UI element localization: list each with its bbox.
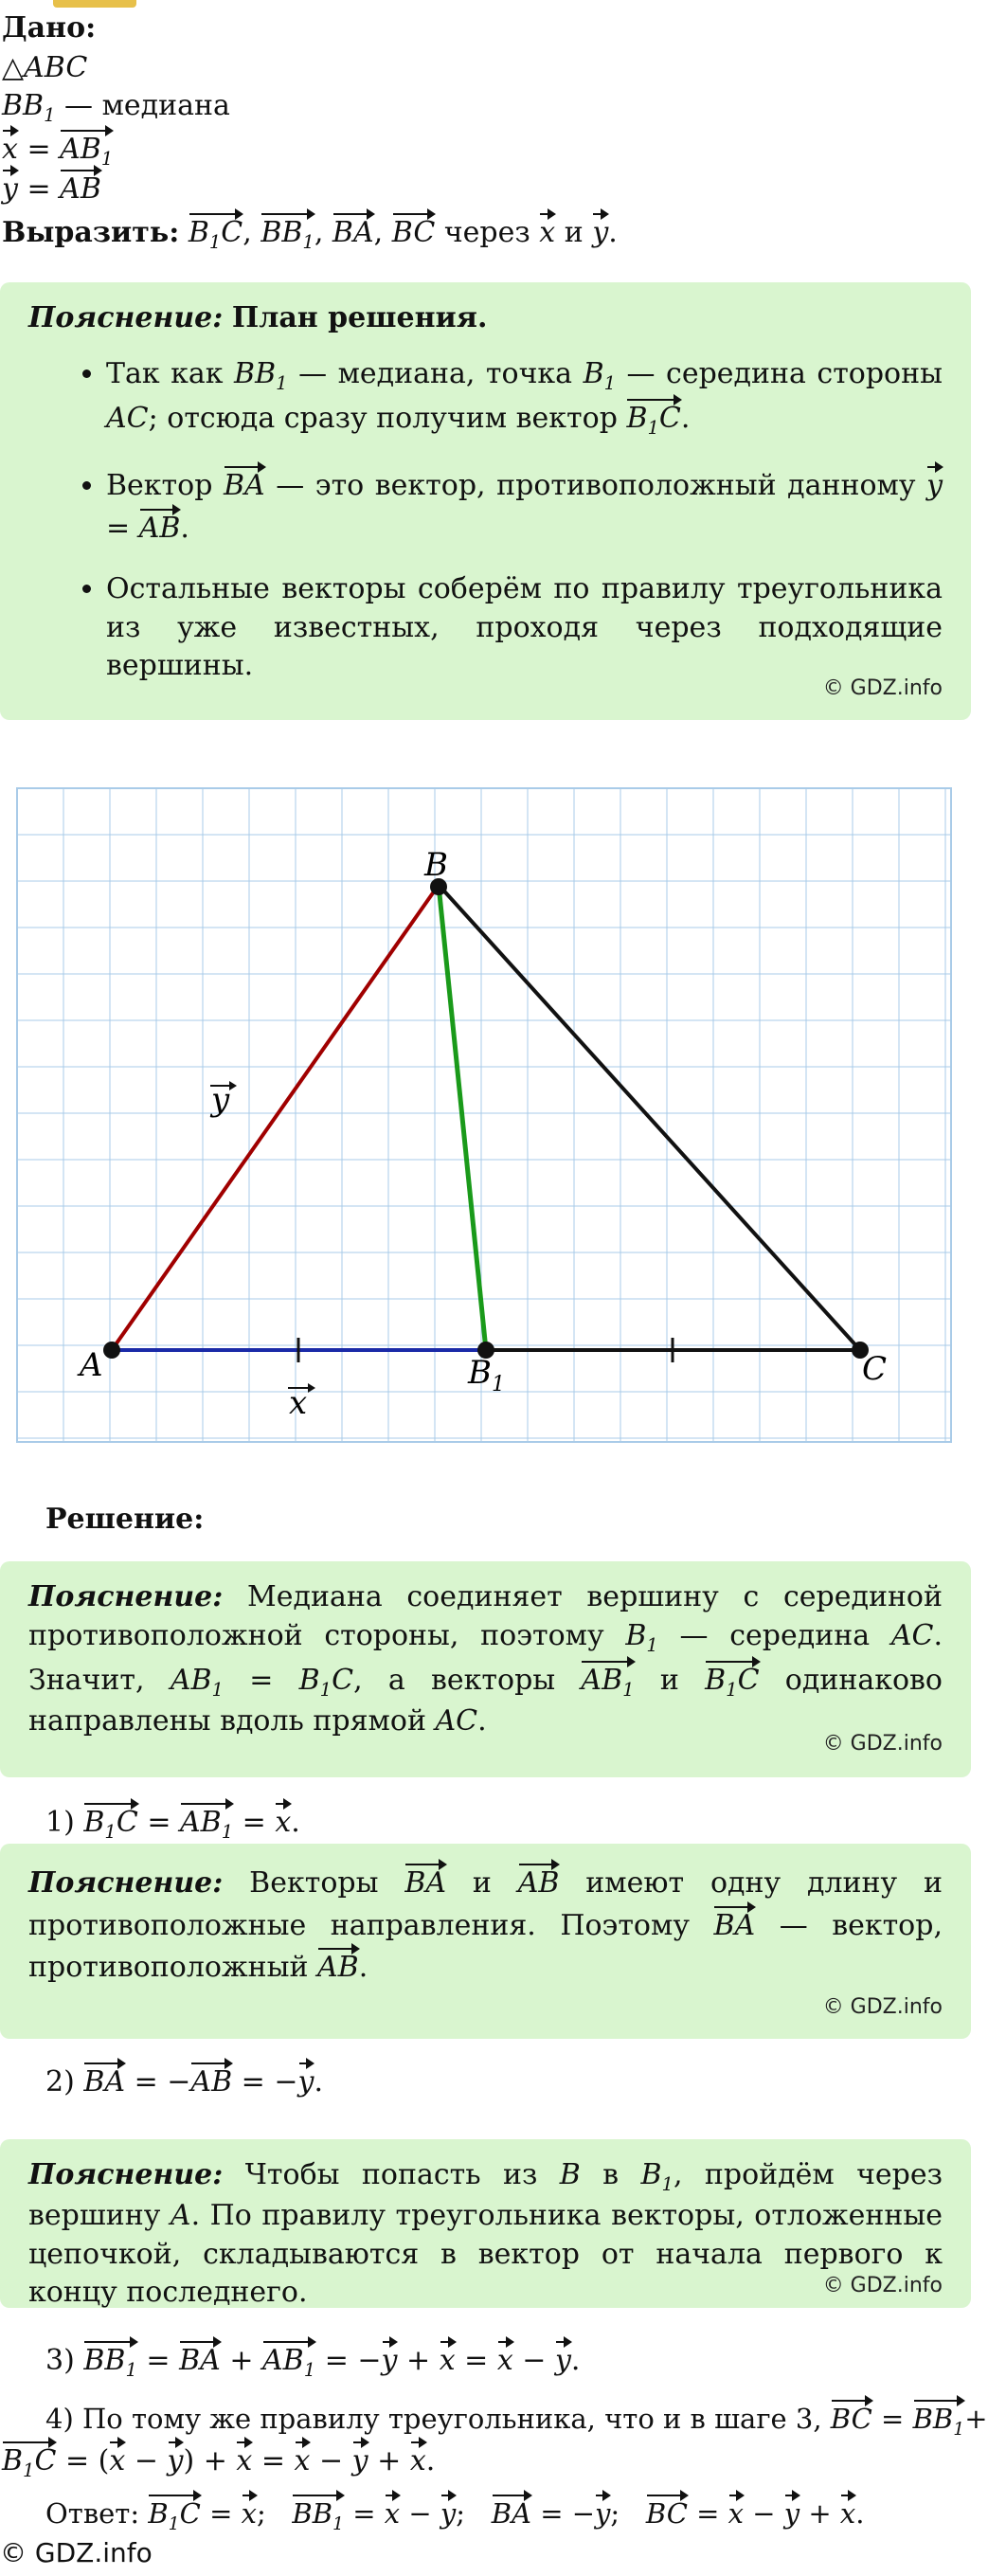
solution-heading: Решение: bbox=[45, 1503, 205, 1536]
footer-copyright: © GDZ.info bbox=[0, 2537, 153, 2568]
answer-line: Ответ: $B_1C = x$; $BB_1 = x - y$; BA = −y; BC = x − y + x. bbox=[45, 2492, 864, 2536]
exp2-copyright: © GDZ.info bbox=[822, 1995, 943, 2020]
point-a bbox=[103, 1342, 120, 1359]
step-2: 2) BA = −AB = −y. bbox=[45, 2060, 323, 2102]
given-x-def: $x = AB_1$ bbox=[2, 127, 113, 171]
express-line: Выразить: $B_1C$, $BB_1$, BA, BC через x и y. bbox=[2, 210, 618, 255]
plan-box bbox=[0, 282, 971, 720]
plan-item-2: • Вектор BA — это вектор, противоположный данному y = AB. bbox=[106, 463, 943, 548]
label-b1: $B_1$ bbox=[468, 1354, 505, 1396]
exp1-copyright: © GDZ.info bbox=[822, 1732, 943, 1756]
explanation-box-3 bbox=[0, 2139, 971, 2308]
step-4-line-1: 4) По тому же правилу треугольника, что и в шаге 3, BC = $BB_1+$ bbox=[45, 2397, 988, 2441]
plan-item-1: • Так как $BB_1$ — медиана, точка $B_1$ — середина стороны AC; отсюда сразу получим вектор $B_1C$. bbox=[106, 355, 943, 441]
triangle-diagram bbox=[17, 788, 951, 1442]
label-b: B bbox=[424, 846, 448, 884]
plan-item-3: • Остальные векторы соберём по правилу треугольника из уже известных, проходя через подходящие вершины. bbox=[106, 570, 943, 686]
plan-copyright: © GDZ.info bbox=[822, 676, 943, 701]
explanation-2: Пояснение: Векторы BA и AB имеют одну длину и противоположные направления. Поэтому BA — вектор, противоположный AB. bbox=[28, 1861, 943, 1988]
label-c: C bbox=[862, 1350, 888, 1388]
explanation-3: Пояснение: Чтобы попасть из B в $B_1$, пройдём через вершину A. По правилу треугольника векторы, отложенные цепочкой, складываются в вектор от начала первого к концу последнего. bbox=[28, 2158, 943, 2310]
given-y-def: y = AB bbox=[2, 167, 101, 209]
explanation-box-1 bbox=[0, 1561, 971, 1777]
plan-title: План решения. bbox=[231, 301, 488, 334]
label-x: x bbox=[289, 1384, 308, 1422]
explanation-box-2 bbox=[0, 1844, 971, 2039]
label-a: A bbox=[80, 1346, 103, 1384]
step-1: 1) $B_1C = AB_1 = x$. bbox=[45, 1800, 300, 1845]
step-3: 3) $BB_1$ = BA + $AB_1 = -y + x = x - y$. bbox=[45, 2338, 580, 2383]
top-badge bbox=[53, 0, 136, 8]
explanation-1: Пояснение: Медиана соединяет вершину с серединой противоположной стороны, поэтому $B_1$ — середина AC. Значит, $AB_1 = B_1C$, а векторы $AB_1$ и $B_1C$ одинаково направлены вдоль прямой AC. bbox=[28, 1580, 943, 1738]
plan-label: Пояснение: bbox=[28, 301, 224, 334]
given-median: $BB_1$ — медиана bbox=[2, 89, 230, 126]
label-y: y bbox=[211, 1081, 230, 1119]
step-4-line-2: $B_1C = (x - y) + x = x - y + x$. bbox=[2, 2439, 435, 2483]
given-triangle: △ABC bbox=[2, 51, 88, 84]
given-heading: Дано: bbox=[2, 11, 97, 45]
exp3-copyright: © GDZ.info bbox=[822, 2274, 943, 2298]
